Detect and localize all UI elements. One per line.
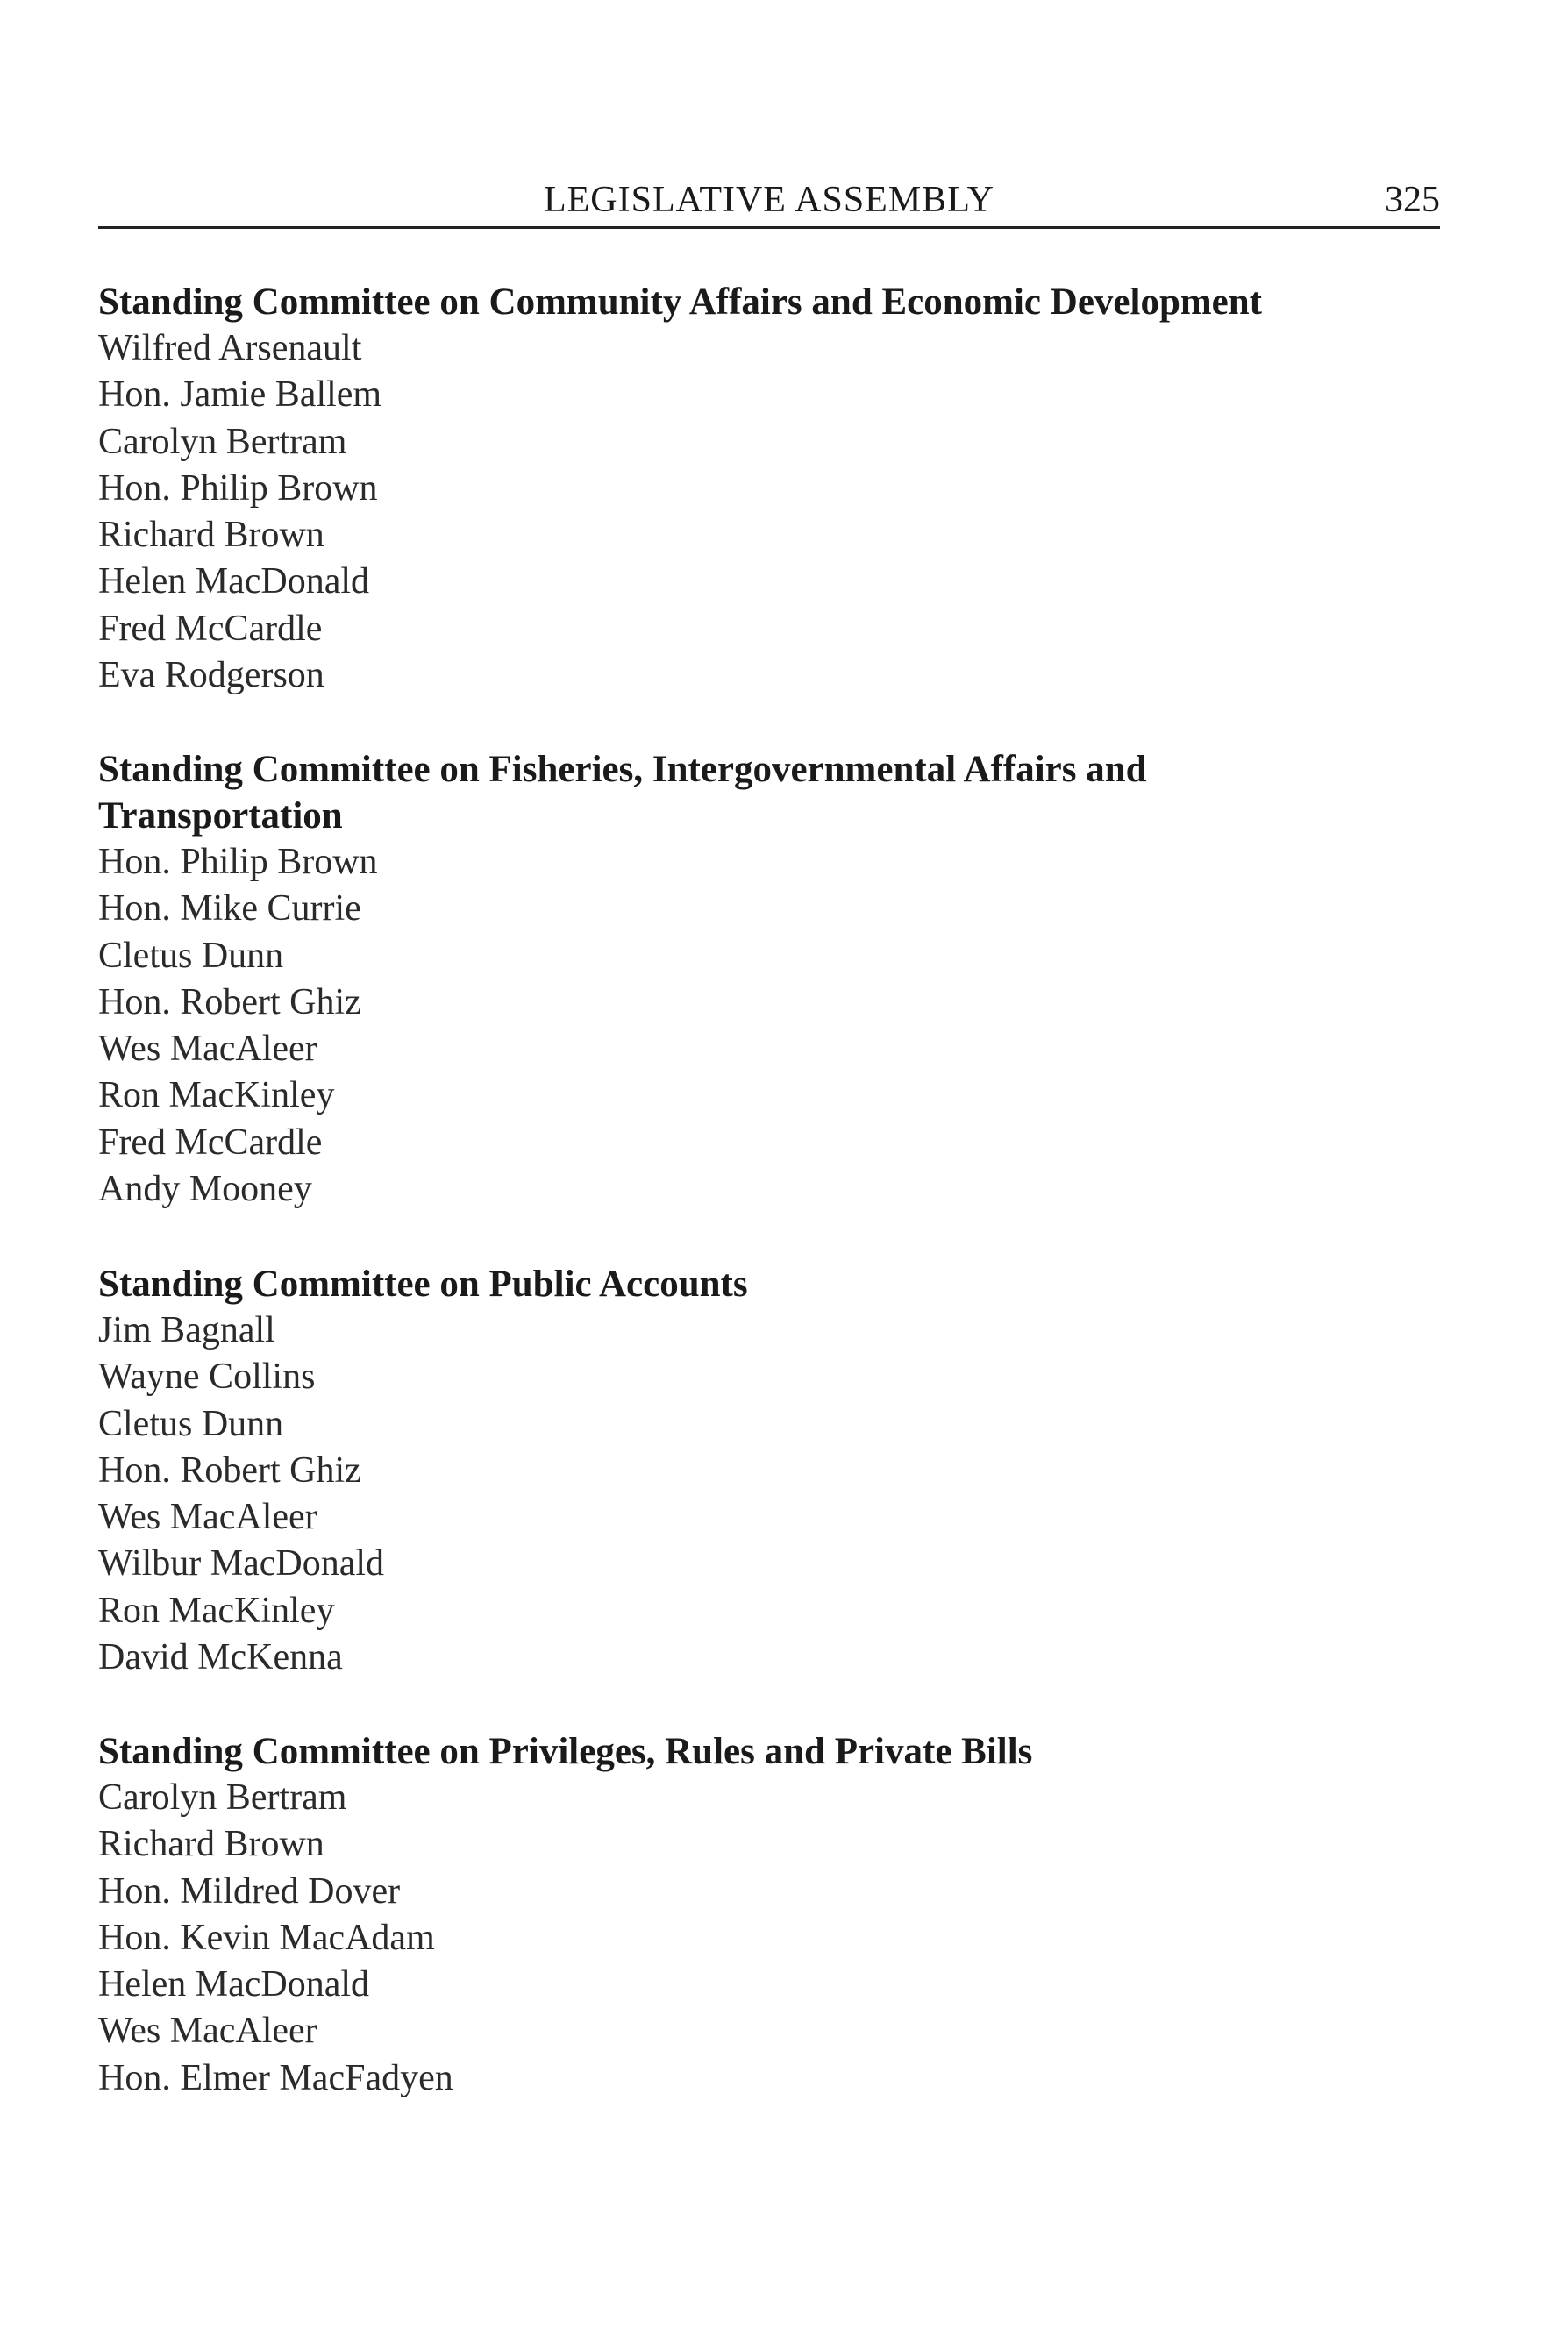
committee-title: Standing Committee on Fisheries, Intergovernmental Affairs and Transportation (98, 749, 1147, 837)
member-name: Carolyn Bertram (98, 1777, 347, 1818)
member-name: Jim Bagnall (98, 1310, 275, 1350)
member-name: Eva Rodgerson (98, 655, 324, 696)
committee-title: Standing Committee on Community Affairs and Economic Development (98, 281, 1262, 323)
committee-community-affairs (98, 279, 1449, 699)
member-name: Richard Brown (98, 515, 324, 556)
member-name: Richard Brown (98, 1824, 324, 1865)
member-name: Wes MacAleer (98, 1029, 317, 1070)
page-number: 325 (1385, 180, 1440, 220)
member-name: Ron MacKinley (98, 1075, 335, 1116)
member-name: Hon. Jamie Ballem (98, 374, 382, 416)
committee-fisheries (98, 746, 1449, 1213)
member-name: Hon. Philip Brown (98, 842, 378, 882)
committee-title: Standing Committee on Public Accounts (98, 1264, 748, 1305)
committee-public-accounts (98, 1261, 1449, 1681)
member-name: Wes MacAleer (98, 1497, 317, 1538)
member-name: Cletus Dunn (98, 935, 284, 976)
member-name: Wayne Collins (98, 1357, 316, 1398)
member-name: Hon. Kevin MacAdam (98, 1917, 435, 1958)
committee-title: Standing Committee on Privileges, Rules and Private Bills (98, 1731, 1033, 1772)
member-name: Hon. Robert Ghiz (98, 1449, 361, 1491)
member-name: Hon. Mildred Dover (98, 1870, 401, 1912)
member-list (98, 325, 1449, 699)
member-name: Wilfred Arsenault (98, 328, 362, 368)
running-header (98, 172, 1440, 229)
member-name: Andy Mooney (98, 1169, 312, 1210)
member-name: Wes MacAleer (98, 2011, 317, 2052)
committee-privileges-rules (98, 1728, 1449, 2102)
member-name: Carolyn Bertram (98, 421, 347, 462)
member-name: Helen MacDonald (98, 561, 370, 602)
member-name: Hon. Elmer MacFadyen (98, 2057, 453, 2098)
member-list (98, 1775, 1449, 2102)
member-name: Fred McCardle (98, 608, 323, 649)
member-name: Fred McCardle (98, 1122, 323, 1163)
member-name: Ron MacKinley (98, 1590, 335, 1631)
member-name: Hon. Mike Currie (98, 888, 361, 929)
member-name: Hon. Philip Brown (98, 467, 378, 509)
member-name: Cletus Dunn (98, 1403, 284, 1444)
member-name: David McKenna (98, 1637, 343, 1678)
member-list (98, 839, 1449, 1213)
member-name: Helen MacDonald (98, 1964, 370, 2005)
member-name: Wilbur MacDonald (98, 1543, 385, 1585)
member-name: Hon. Robert Ghiz (98, 981, 361, 1022)
running-title: LEGISLATIVE ASSEMBLY (544, 180, 994, 220)
member-list (98, 1307, 1449, 1681)
